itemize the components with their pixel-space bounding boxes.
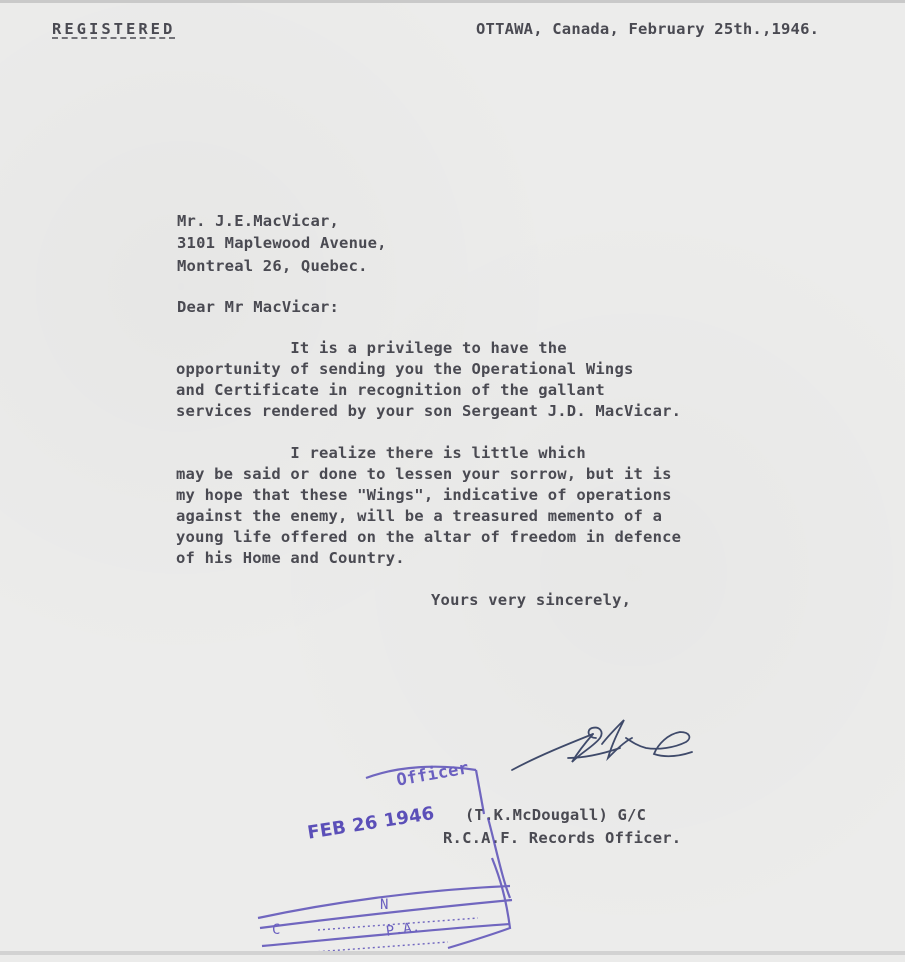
address-line-3: Montreal 26, Quebec. — [177, 257, 368, 275]
bottom-edge — [0, 951, 905, 955]
stamp-date: FEB 26 1946 — [306, 802, 436, 844]
signer-title: R.C.A.F. Records Officer. — [443, 829, 682, 847]
paragraph2-line: young life offered on the altar of freedom in defence — [176, 528, 682, 546]
paragraph1-line: It is a privilege to have the — [176, 339, 567, 357]
paragraph2-line: of his Home and Country. — [176, 549, 405, 567]
closing: Yours very sincerely, — [431, 591, 632, 609]
address-line-1: Mr. J.E.MacVicar, — [177, 212, 340, 230]
top-edge — [0, 0, 905, 3]
signature-icon — [508, 708, 698, 778]
dateline: OTTAWA, Canada, February 25th.,1946. — [476, 20, 820, 38]
stamp-office: Officer — [395, 758, 471, 791]
paragraph2-line: against the enemy, will be a treasured memento of a — [176, 507, 663, 525]
registered-mark: REGISTERED — [52, 20, 176, 38]
stamp-line-n: N — [380, 897, 389, 913]
signer-name: (T.K.McDougall) G/C — [465, 806, 647, 824]
paragraph2-line: my hope that these "Wings", indicative of operations — [176, 486, 672, 504]
paragraph1-line: opportunity of sending you the Operational Wings — [176, 360, 634, 378]
stamp-line-pa: P.A. — [385, 919, 422, 940]
address-line-2: 3101 Maplewood Avenue, — [177, 234, 387, 252]
paragraph2-line: I realize there is little which — [176, 444, 586, 462]
paragraph1-line: services rendered by your son Sergeant J.D. MacVicar. — [176, 402, 682, 420]
stamp-line-c: C — [272, 922, 281, 938]
salutation: Dear Mr MacVicar: — [177, 298, 340, 316]
received-stamp — [248, 758, 518, 958]
paragraph2-line: may be said or done to lessen your sorrow, but it is — [176, 465, 672, 483]
paragraph1-line: and Certificate in recognition of the gallant — [176, 381, 605, 399]
